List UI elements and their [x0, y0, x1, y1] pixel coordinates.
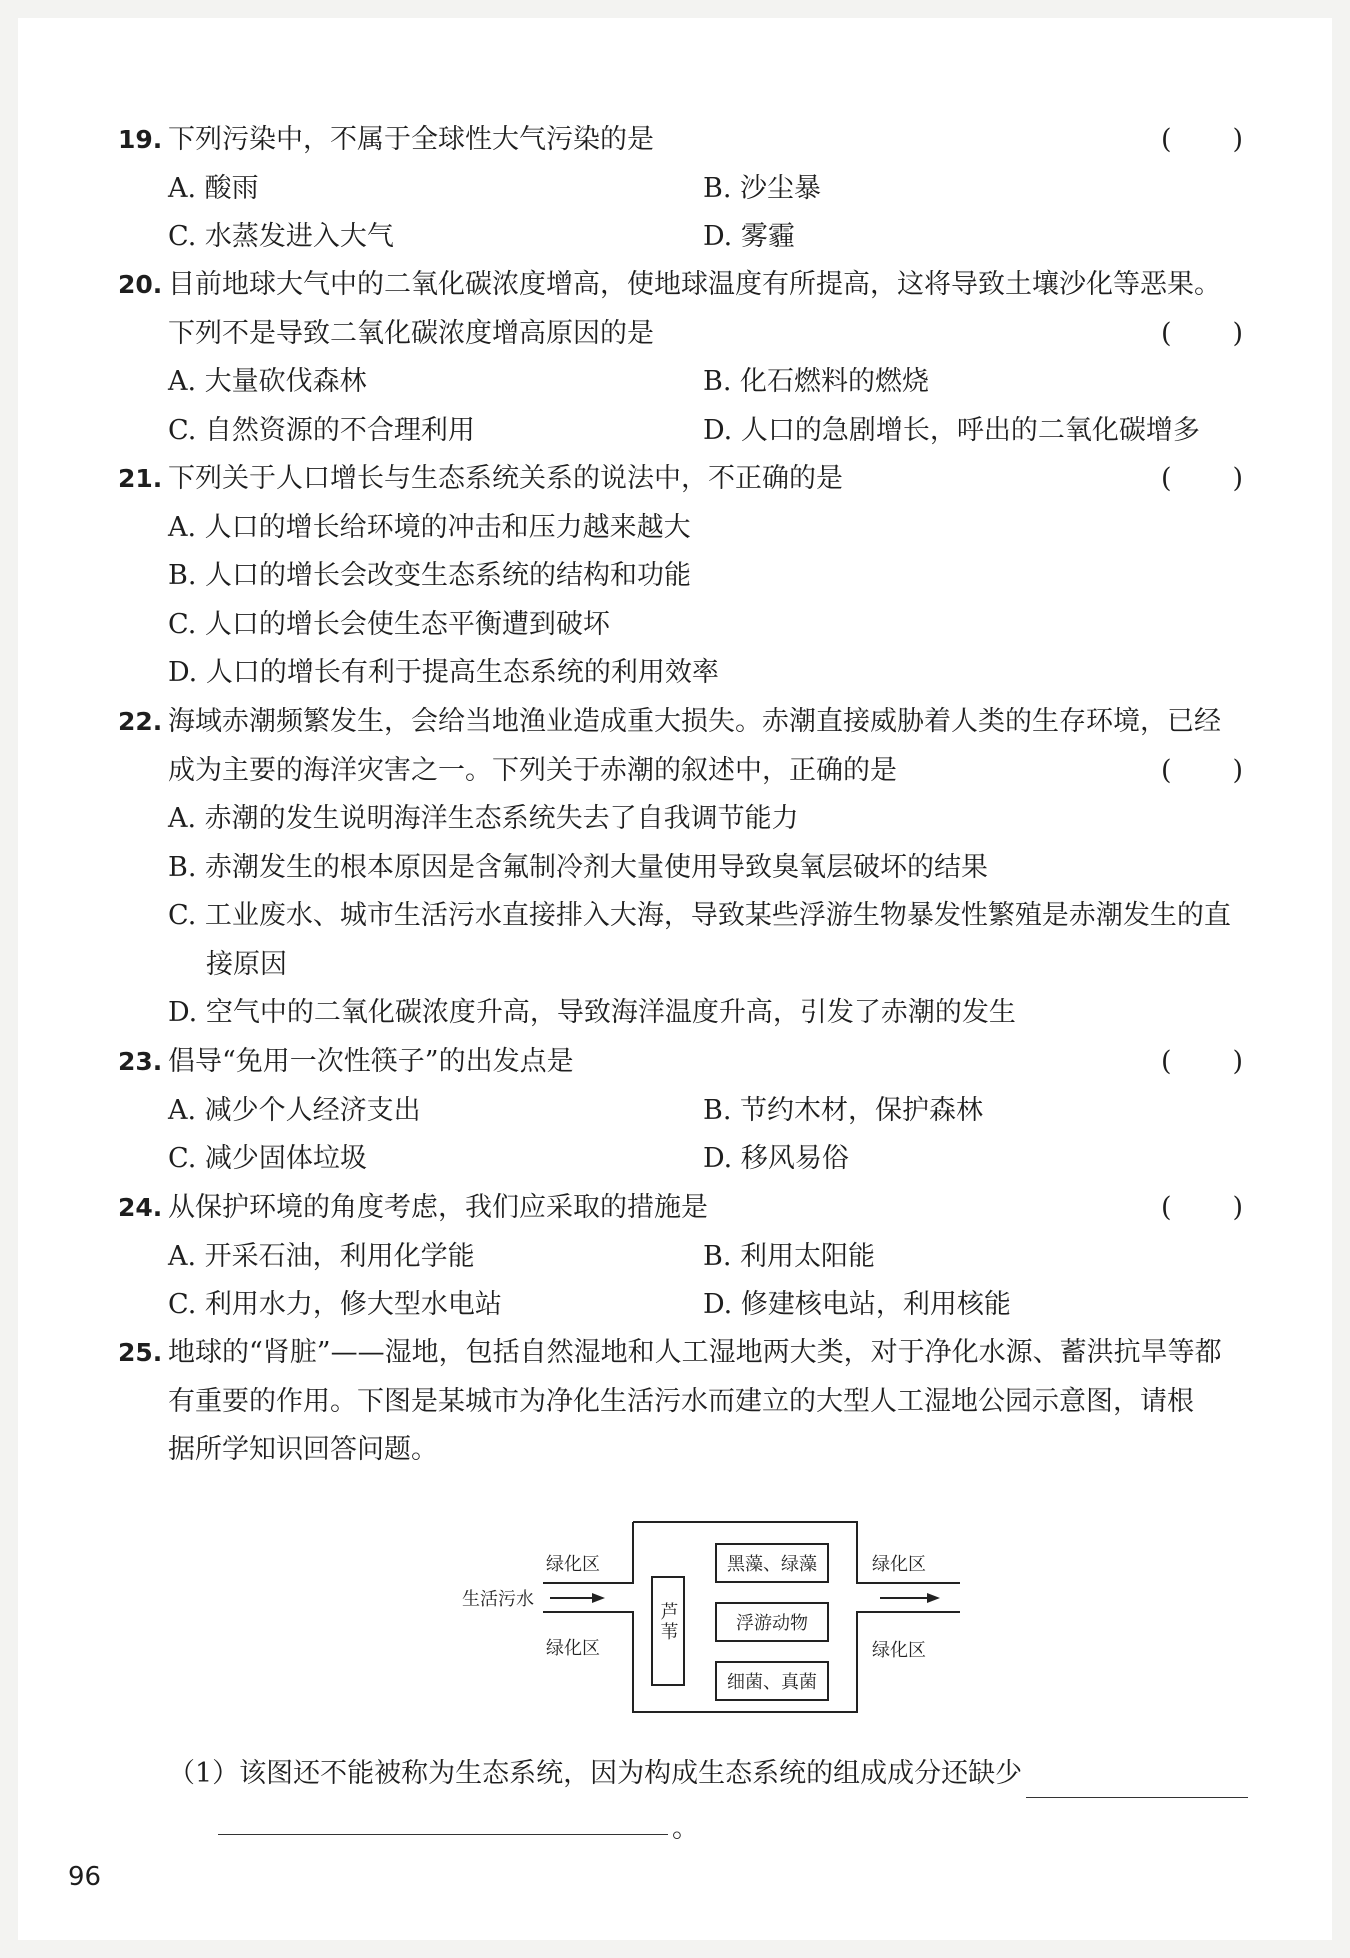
sub-question-text: （1）该图还不能被称为生态系统，因为构成生态系统的组成成分还缺少	[168, 1758, 1023, 1789]
option-a: A. 大量砍伐森林	[168, 366, 367, 397]
answer-bracket: ( )	[1161, 1192, 1243, 1223]
question-number: 23.	[118, 1047, 163, 1076]
answer-bracket: ( )	[1161, 754, 1243, 786]
option-c: C. 水蒸发进入大气	[168, 221, 394, 252]
option-a: A. 减少个人经济支出	[168, 1094, 421, 1126]
question-text-cont-2: 据所学知识回答问题。	[168, 1434, 438, 1465]
green-zone-top-left: 绿化区	[546, 1554, 600, 1575]
question-22	[118, 698, 1243, 1038]
question-19	[118, 116, 1243, 262]
option-d: D. 空气中的二氧化碳浓度升高，导致海洋温度升高，引发了赤潮的发生	[168, 997, 1016, 1028]
option-d: D. 人口的急剧增长，呼出的二氧化碳增多	[703, 414, 1200, 446]
option-c: C. 工业废水、城市生活污水直接排入大海，导致某些浮游生物暴发性繁殖是赤潮发生的直	[168, 900, 1231, 931]
answer-bracket: ( )	[1161, 124, 1243, 155]
page-number: 96	[68, 1862, 102, 1892]
question-number: 20.	[118, 270, 163, 299]
question-text-cont: 有重要的作用。下图是某城市为净化生活污水而建立的大型人工湿地公园示意图，请根	[168, 1385, 1194, 1417]
question-number: 19.	[118, 125, 163, 154]
option-d: D. 雾霾	[703, 221, 795, 252]
question-text: 下列污染中，不属于全球性大气污染的是	[168, 124, 654, 155]
option-a: A. 开采石油，利用化学能	[168, 1240, 475, 1272]
green-zone-bottom-left: 绿化区	[546, 1638, 600, 1659]
question-24	[118, 1184, 1243, 1330]
option-b: B. 沙尘暴	[703, 172, 822, 204]
question-20	[118, 261, 1243, 455]
answer-bracket: ( )	[1161, 1046, 1243, 1077]
sub-question-end: 。	[672, 1813, 699, 1844]
inlet-label: 生活污水	[462, 1589, 534, 1610]
option-c-cont: 接原因	[206, 948, 287, 980]
question-number: 24.	[118, 1193, 163, 1222]
option-a: A. 人口的增长给环境的冲击和压力越来越大	[168, 511, 691, 543]
inlet-arrow-icon	[592, 1593, 605, 1603]
question-text: 倡导“免用一次性筷子”的出发点是	[168, 1046, 574, 1077]
question-25	[118, 1329, 1243, 1475]
sub-question-1	[168, 1750, 1248, 1798]
option-d: D. 移风易俗	[703, 1143, 849, 1174]
answer-bracket: ( )	[1161, 463, 1243, 494]
zooplankton-label: 浮游动物	[736, 1613, 808, 1634]
option-c: C. 人口的增长会使生态平衡遭到破坏	[168, 608, 610, 640]
question-number: 22.	[118, 707, 163, 736]
option-b: B. 赤潮发生的根本原因是含氟制冷剂大量使用导致臭氧层破坏的结果	[168, 851, 989, 883]
answer-bracket: ( )	[1161, 317, 1243, 349]
question-23	[118, 1038, 1243, 1184]
option-c: C. 自然资源的不合理利用	[168, 414, 475, 446]
decomposer-label: 细菌、真菌	[727, 1672, 817, 1693]
green-zone-bottom-right: 绿化区	[872, 1640, 926, 1661]
wetland-diagram	[440, 1500, 980, 1720]
question-text-cont: 下列不是导致二氧化碳浓度增高原因的是	[168, 317, 654, 349]
algae-label: 黑藻、绿藻	[727, 1554, 817, 1575]
question-text-cont: 成为主要的海洋灾害之一。下列关于赤潮的叙述中，正确的是	[168, 754, 897, 786]
reed-label: 芦苇	[657, 1602, 679, 1642]
question-text: 地球的“肾脏”——湿地，包括自然湿地和人工湿地两大类，对于净化水源、蓄洪抗旱等都	[168, 1337, 1222, 1368]
question-number: 21.	[118, 464, 163, 493]
option-b: B. 人口的增长会改变生态系统的结构和功能	[168, 560, 692, 591]
option-a: A. 酸雨	[168, 172, 259, 204]
option-b: B. 化石燃料的燃烧	[703, 366, 930, 397]
question-text: 目前地球大气中的二氧化碳浓度增高，使地球温度有所提高，这将导致土壤沙化等恶果。	[168, 269, 1221, 300]
question-text: 下列关于人口增长与生态系统关系的说法中，不正确的是	[168, 463, 843, 494]
option-a: A. 赤潮的发生说明海洋生态系统失去了自我调节能力	[168, 803, 799, 834]
question-number: 25.	[118, 1338, 163, 1367]
option-c: C. 利用水力，修大型水电站	[168, 1289, 502, 1320]
question-text: 海域赤潮频繁发生，会给当地渔业造成重大损失。赤潮直接威胁着人类的生存环境，已经	[168, 706, 1221, 737]
option-b: B. 节约木材，保护森林	[703, 1094, 984, 1126]
option-d: D. 人口的增长有利于提高生态系统的利用效率	[168, 657, 719, 688]
option-b: B. 利用太阳能	[703, 1240, 876, 1272]
option-d: D. 修建核电站，利用核能	[703, 1289, 1011, 1320]
question-text: 从保护环境的角度考虑，我们应采取的措施是	[168, 1192, 708, 1223]
answer-blank[interactable]	[1026, 1767, 1248, 1798]
option-c: C. 减少固体垃圾	[168, 1143, 367, 1174]
outlet-arrow-icon	[927, 1593, 940, 1603]
question-21	[118, 455, 1243, 698]
answer-blank-cont[interactable]	[218, 1834, 668, 1835]
green-zone-top-right: 绿化区	[872, 1554, 926, 1575]
